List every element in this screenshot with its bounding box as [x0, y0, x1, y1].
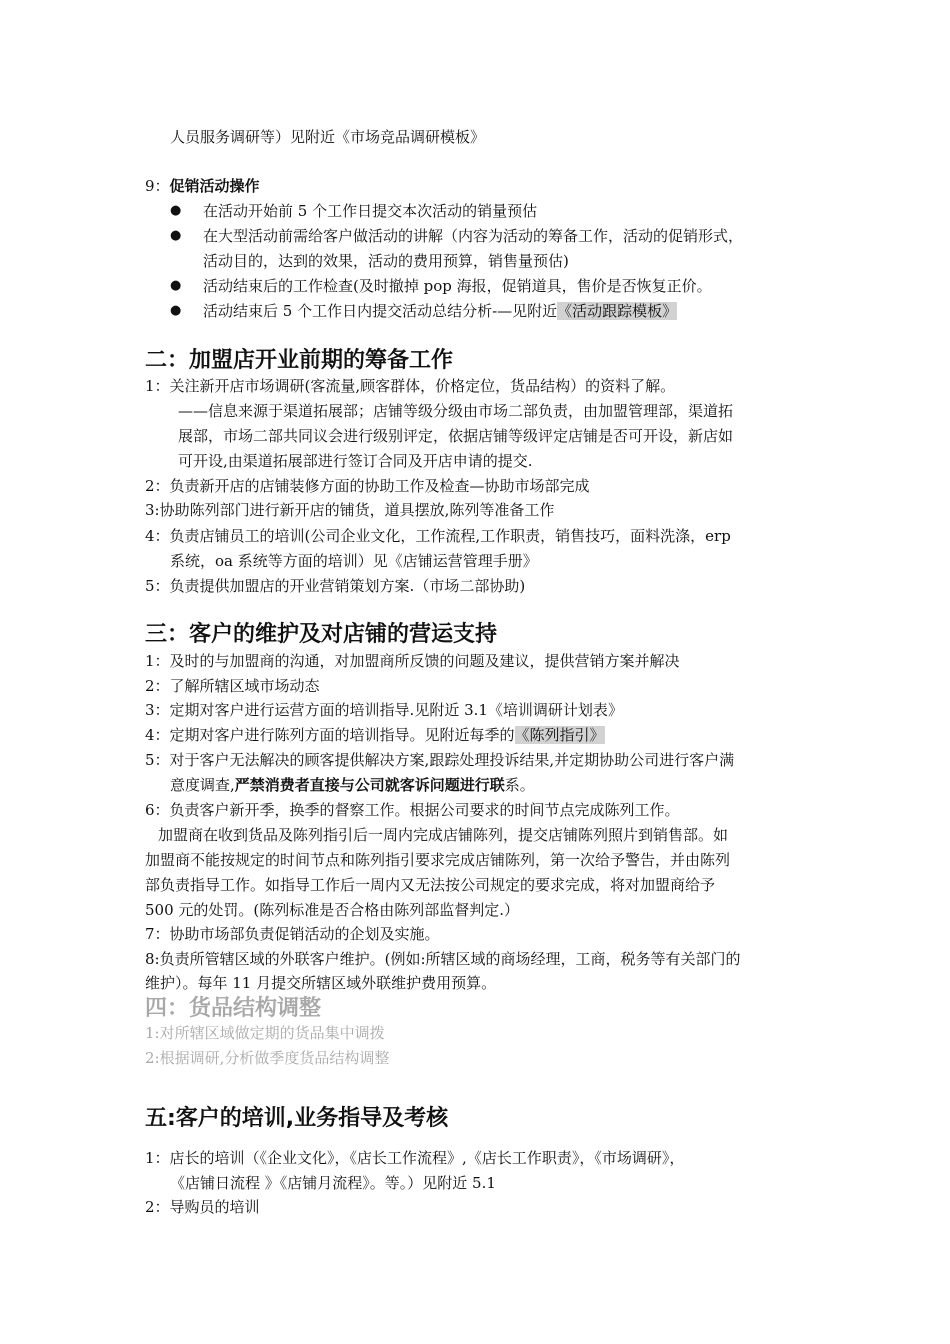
s9-bullet-3: 活动结束后的工作检查(及时撤掉 pop 海报，促销道具，售价是否恢复正价。	[203, 277, 712, 295]
s5-line-2: 2：导购员的培训	[145, 1198, 260, 1216]
s2-line-3: 展部，市场二部共同议会进行级别评定，依据店铺等级评定店铺是否可开设，新店如	[178, 427, 734, 445]
s9-bullet-2: 在大型活动前需给客户做活动的讲解（内容为活动的筹备工作，活动的促销形式，	[203, 227, 744, 245]
s3-line-8-cont: 维护）。每年 11 月提交所辖区域外联维护费用预算。	[145, 974, 497, 992]
s2-line-6: 3:协助陈列部门进行新开店的铺货，道具摆放,陈列等准备工作	[145, 501, 555, 519]
continuation-line: 人员服务调研等）见附近《市场竞品调研模板》	[170, 128, 486, 146]
s5-line-1-cont: 《店铺日流程 》《店铺月流程》。等。）见附近 5.1	[170, 1174, 496, 1192]
s9-bullet-1: 在活动开始前 5 个工作日提交本次活动的销量预估	[203, 202, 538, 220]
s4-line-2: 2:根据调研,分析做季度货品结构调整	[145, 1049, 390, 1067]
bullet-dot-icon: ●	[170, 303, 182, 318]
s3-para-1: 加盟商在收到货品及陈列指引后一周内完成店铺陈列，提交店铺陈列照片到销售部。如	[158, 826, 729, 844]
s3-line-3: 3：定期对客户进行运营方面的培训指导.见附近 3.1《培训调研计划表》	[145, 701, 623, 719]
display-guide-link: 《陈列指引》	[514, 726, 605, 744]
s3-line-8: 8:负责所管辖区域的外联客户维护。(例如:所辖区域的商场经理，工商，税务等有关部门的	[145, 950, 741, 968]
s9-title: 促销活动操作	[169, 177, 260, 195]
s3-line-7: 7：协助市场部负责促销活动的企划及实施。	[145, 925, 440, 943]
s3-para-2: 加盟商不能按规定的时间节点和陈列指引要求完成店铺陈列，第一次给予警告，并由陈列	[145, 851, 731, 869]
s3-line-5-pre: 意度调查,	[170, 776, 235, 794]
s3-line-5-cont	[170, 775, 535, 795]
s3-para-3: 部负责指导工作。如指导工作后一周内又无法按公司规定的要求完成，将对加盟商给予	[145, 876, 716, 894]
s2-line-9: 5：负责提供加盟店的开业营销策划方案.（市场二部协助)	[145, 577, 526, 595]
s3-line-4	[145, 725, 605, 745]
s2-line-8: 系统，oa 系统等方面的培训）见《店铺运营管理手册》	[170, 552, 538, 570]
bullet-dot-icon: ●	[170, 203, 182, 218]
s9-bullet-4-text: 活动结束后 5 个工作日内提交活动总结分析-—见附近	[203, 302, 558, 320]
s9-title-line	[145, 176, 260, 196]
s2-line-2: ——信息来源于渠道拓展部；店铺等级分级由市场二部负责，由加盟管理部，渠道拓	[178, 402, 734, 420]
bullet-dot-icon: ●	[170, 278, 182, 293]
s3-line-5: 5：对于客户无法解决的顾客提供解决方案,跟踪处理投诉结果,并定期协助公司进行客户满	[145, 751, 735, 769]
s2-line-4: 可开设,由渠道拓展部进行签订合同及开店申请的提交.	[178, 452, 533, 470]
s2-line-1: 1：关注新开店市场调研(客流量,顾客群体，价格定位，货品结构）的资料了解。	[145, 377, 676, 395]
s4-line-1: 1:对所辖区域做定期的货品集中调拨	[145, 1024, 385, 1042]
bullet-dot-icon: ●	[170, 228, 182, 243]
s5-line-1: 1：店长的培训（《企业文化》，《店长工作流程》,《店长工作职责》，《市场调研》，	[145, 1149, 685, 1167]
s2-line-7: 4：负责店铺员工的培训(公司企业文化，工作流程,工作职责，销售技巧，面料洗涤，erp	[145, 527, 731, 545]
s3-line-1: 1：及时的与加盟商的沟通，对加盟商所反馈的问题及建议，提供营销方案并解决	[145, 652, 680, 670]
section-2-heading: 二：加盟店开业前期的筹备工作	[145, 348, 454, 373]
s3-line-5-bold: 严禁消费者直接与公司就客诉问题进行联	[234, 776, 505, 794]
s9-bullet-4	[203, 301, 677, 321]
activity-template-link: 《活动跟踪模板》	[557, 302, 678, 320]
section-5-heading: 五:客户的培训,业务指导及考核	[145, 1106, 449, 1131]
s3-line-6: 6：负责客户新开季，换季的督察工作。根据公司要求的时间节点完成陈列工作。	[145, 801, 680, 819]
s9-number: 9：	[145, 177, 170, 195]
s3-line-2: 2：了解所辖区域市场动态	[145, 677, 320, 695]
s3-para-4: 500 元的处罚。(陈列标准是否合格由陈列部监督判定.）	[145, 901, 520, 919]
section-3-heading: 三：客户的维护及对店铺的营运支持	[145, 622, 498, 647]
section-4-heading: 四：货品结构调整	[145, 996, 322, 1021]
s9-bullet-2-cont: 活动目的，达到的效果，活动的费用预算，销售量预估)	[203, 252, 569, 270]
s3-line-4-text: 4：定期对客户进行陈列方面的培训指导。见附近每季的	[145, 726, 515, 744]
s3-line-5-post: 系。	[504, 776, 535, 794]
s2-line-5: 2：负责新开店的店铺装修方面的协助工作及检查—协助市场部完成	[145, 477, 590, 495]
